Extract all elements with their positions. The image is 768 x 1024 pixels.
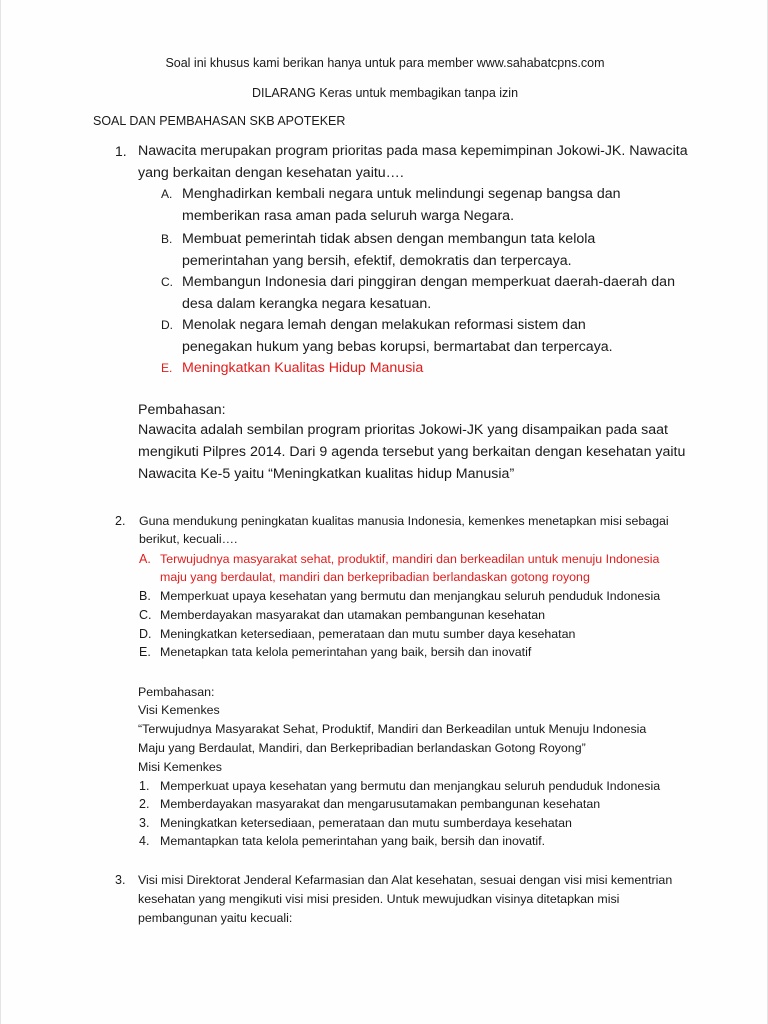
misi-number: 2. — [139, 797, 150, 811]
option-text-line: penegakan hukum yang bebas korupsi, bermartabat dan terpercaya. — [182, 339, 613, 355]
question-text-line: yang berkaitan dengan kesehatan yaitu…. — [138, 165, 404, 181]
option-text-line: Menghadirkan kembali negara untuk melindungi segenap bangsa dan — [182, 186, 621, 202]
option-text-line: memberikan rasa aman pada seluruh warga Negara. — [182, 208, 515, 224]
option-text-line: Membangun Indonesia dari pinggiran dengan memperkuat daerah-daerah dan — [182, 274, 675, 290]
correct-answer-text: maju yang berdaulat, mandiri dan berkepribadian berlandaskan gotong royong — [160, 570, 590, 584]
misi-item: Meningkatkan ketersediaan, pemerataan dan mutu sumberdaya kesehatan — [160, 816, 572, 830]
visi-line: Maju yang Berdaulat, Mandiri, dan Berkepribadian berlandaskan Gotong Royong” — [138, 741, 586, 755]
discussion-line: mengikuti Pilpres 2014. Dari 9 agenda tersebut yang berkaitan dengan kesehatan yaitu — [138, 444, 686, 460]
correct-answer-text: Terwujudnya masyarakat sehat, produktif, mandiri dan berkeadilan untuk menuju Indonesia — [160, 552, 660, 566]
question-text-line: kesehatan yang mengikuti visi misi presiden. Untuk mewujudkan visinya ditetapkan misi — [138, 892, 620, 906]
discussion-label: Pembahasan: — [138, 685, 215, 699]
option-text-line: pemerintahan yang bersih, efektif, demokratis dan terpercaya. — [182, 253, 572, 269]
section-title: SOAL DAN PEMBAHASAN SKB APOTEKER — [93, 114, 346, 128]
option-text-line: Menetapkan tata kelola pemerintahan yang baik, bersih dan inovatif — [160, 645, 532, 659]
member-notice: Soal ini khusus kami berikan hanya untuk para member www.sahabatcpns.com — [165, 56, 605, 70]
visi-line: “Terwujudnya Masyarakat Sehat, Produktif, Mandiri dan Berkeadilan untuk Menuju Indonesia — [138, 722, 647, 736]
option-letter: D. — [139, 627, 152, 641]
question-text-line: Visi misi Direktorat Jenderal Kefarmasian dan Alat kesehatan, sesuai dengan visi misi kementrian — [138, 873, 673, 887]
discussion-line: Nawacita adalah sembilan program prioritas Jokowi-JK yang disampaikan pada saat — [138, 422, 668, 438]
misi-number: 3. — [139, 816, 150, 830]
misi-item: Memantapkan tata kelola pemerintahan yang baik, bersih dan inovatif. — [160, 834, 546, 848]
question-text-line: pembangunan yaitu kecuali: — [138, 911, 293, 925]
question-number: 2. — [115, 514, 126, 528]
discussion-line: Nawacita Ke-5 yaitu “Meningkatkan kualitas hidup Manusia” — [138, 466, 515, 482]
option-letter: A. — [139, 552, 151, 566]
question-text-line: berikut, kecuali…. — [139, 532, 238, 546]
misi-item: Memberdayakan masyarakat dan mengarusutamakan pembangunan kesehatan — [160, 797, 601, 811]
share-warning: DILARANG Keras untuk membagikan tanpa izin — [251, 86, 519, 100]
question-text-line: Guna mendukung peningkatan kualitas manusia Indonesia, kemenkes menetapkan misi sebagai — [139, 514, 669, 528]
option-letter: C. — [161, 275, 173, 289]
option-text-line: Meningkatkan ketersediaan, pemerataan dan mutu sumber daya kesehatan — [160, 627, 576, 641]
option-letter: B. — [139, 589, 151, 603]
correct-answer-text: Meningkatkan Kualitas Hidup Manusia — [182, 360, 424, 376]
option-text-line: Menolak negara lemah dengan melakukan reformasi sistem dan — [182, 317, 586, 333]
misi-item: Memperkuat upaya kesehatan yang bermutu dan menjangkau seluruh penduduk Indonesia — [160, 779, 661, 793]
option-letter: A. — [161, 187, 173, 201]
option-text-line: Membuat pemerintah tidak absen dengan membangun tata kelola — [182, 231, 596, 247]
option-text-line: desa dalam kerangka negara kesatuan. — [182, 296, 432, 312]
option-letter: C. — [139, 608, 152, 622]
option-letter: D. — [161, 318, 173, 332]
option-text-line: Memberdayakan masyarakat dan utamakan pembangunan kesehatan — [160, 608, 546, 622]
misi-label: Misi Kemenkes — [138, 760, 223, 774]
question-number: 1. — [115, 143, 127, 159]
misi-number: 1. — [139, 779, 150, 793]
misi-number: 4. — [139, 834, 150, 848]
question-text-line: Nawacita merupakan program prioritas pada masa kepemimpinan Jokowi-JK. Nawacita — [138, 143, 688, 159]
option-letter: E. — [139, 645, 151, 659]
visi-label: Visi Kemenkes — [138, 703, 220, 717]
option-letter: B. — [161, 232, 173, 246]
question-number: 3. — [115, 873, 126, 887]
option-letter: E. — [161, 361, 173, 375]
option-text-line: Memperkuat upaya kesehatan yang bermutu dan menjangkau seluruh penduduk Indonesia — [160, 589, 661, 603]
discussion-label: Pembahasan: — [138, 402, 226, 418]
